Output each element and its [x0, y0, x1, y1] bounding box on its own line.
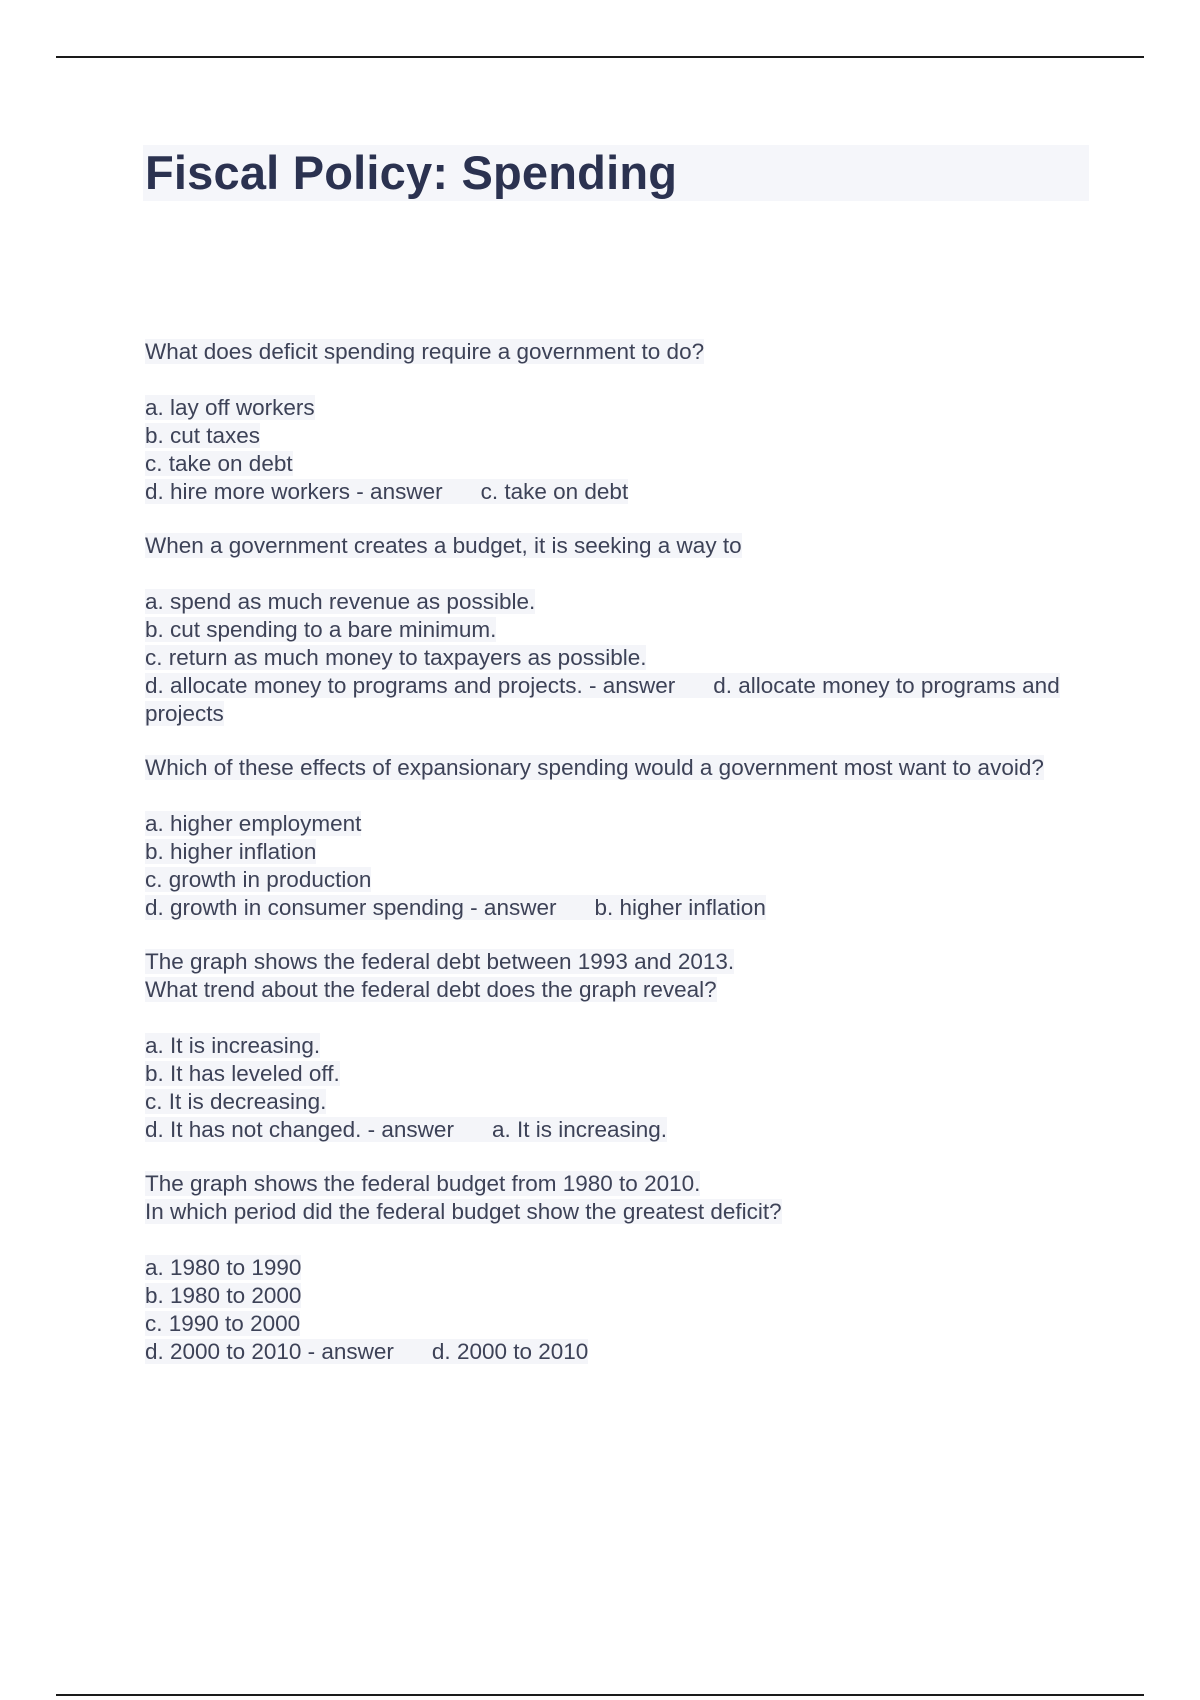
option-d-with-answer: [145, 672, 1100, 728]
question-1: [145, 338, 1100, 506]
option-list: [145, 588, 1100, 728]
question-prompt: [145, 1170, 1100, 1226]
option-b: b. 1980 to 2000: [145, 1283, 302, 1308]
answer-text: d. 2000 to 2010: [431, 1339, 589, 1364]
option-a: a. 1980 to 1990: [145, 1255, 302, 1280]
option-a: a. lay off workers: [145, 395, 315, 420]
prompt-line: Which of these effects of expansionary spending would a government most want to avoid?: [145, 755, 1044, 780]
option-c: c. take on debt: [145, 451, 293, 476]
option-c: c. 1990 to 2000: [145, 1311, 301, 1336]
option-d: d. 2000 to 2010 - answer: [145, 1339, 394, 1364]
prompt-line: The graph shows the federal budget from 1980 to 2010.: [145, 1171, 701, 1196]
question-prompt: [145, 948, 1100, 1004]
question-prompt: [145, 532, 1100, 560]
answer-text: b. higher inflation: [594, 895, 766, 920]
question-2: [145, 532, 1100, 728]
option-d-with-answer: [145, 478, 1100, 506]
option-c: c. growth in production: [145, 867, 372, 892]
answer-text: d. allocate money to programs and projects: [145, 673, 1060, 726]
question-3: [145, 754, 1100, 922]
prompt-line: When a government creates a budget, it is seeking a way to: [145, 533, 742, 558]
option-d: d. hire more workers - answer: [145, 479, 443, 504]
option-b: b. cut taxes: [145, 423, 261, 448]
option-list: [145, 394, 1100, 506]
answer-text: a. It is increasing.: [491, 1117, 668, 1142]
question-4: [145, 948, 1100, 1144]
option-c: c. return as much money to taxpayers as possible.: [145, 645, 647, 670]
option-list: [145, 810, 1100, 922]
option-d: d. allocate money to programs and projects. - answer: [145, 673, 676, 698]
option-d: d. growth in consumer spending - answer: [145, 895, 557, 920]
option-d-with-answer: [145, 894, 1100, 922]
question-list: [145, 338, 1100, 1392]
option-d: d. It has not changed. - answer: [145, 1117, 454, 1142]
option-list: [145, 1254, 1100, 1366]
option-a: a. higher employment: [145, 811, 362, 836]
question-prompt: [145, 338, 1100, 366]
option-list: [145, 1032, 1100, 1144]
prompt-line: What does deficit spending require a government to do?: [145, 339, 705, 364]
page-title: Fiscal Policy: Spending: [145, 146, 678, 199]
answer-text: c. take on debt: [480, 479, 629, 504]
option-b: b. It has leveled off.: [145, 1061, 340, 1086]
prompt-line: The graph shows the federal debt between 1993 and 2013.: [145, 949, 735, 974]
question-5: [145, 1170, 1100, 1366]
prompt-line: In which period did the federal budget show the greatest deficit?: [145, 1199, 782, 1224]
prompt-line: What trend about the federal debt does the graph reveal?: [145, 977, 717, 1002]
option-c: c. It is decreasing.: [145, 1089, 327, 1114]
option-a: a. It is increasing.: [145, 1033, 321, 1058]
option-d-with-answer: [145, 1338, 1100, 1366]
bottom-rule: [56, 1694, 1144, 1696]
option-a: a. spend as much revenue as possible.: [145, 589, 536, 614]
option-b: b. cut spending to a bare minimum.: [145, 617, 497, 642]
option-d-with-answer: [145, 1116, 1100, 1144]
option-b: b. higher inflation: [145, 839, 317, 864]
question-prompt: [145, 754, 1100, 782]
top-rule: [56, 56, 1144, 58]
